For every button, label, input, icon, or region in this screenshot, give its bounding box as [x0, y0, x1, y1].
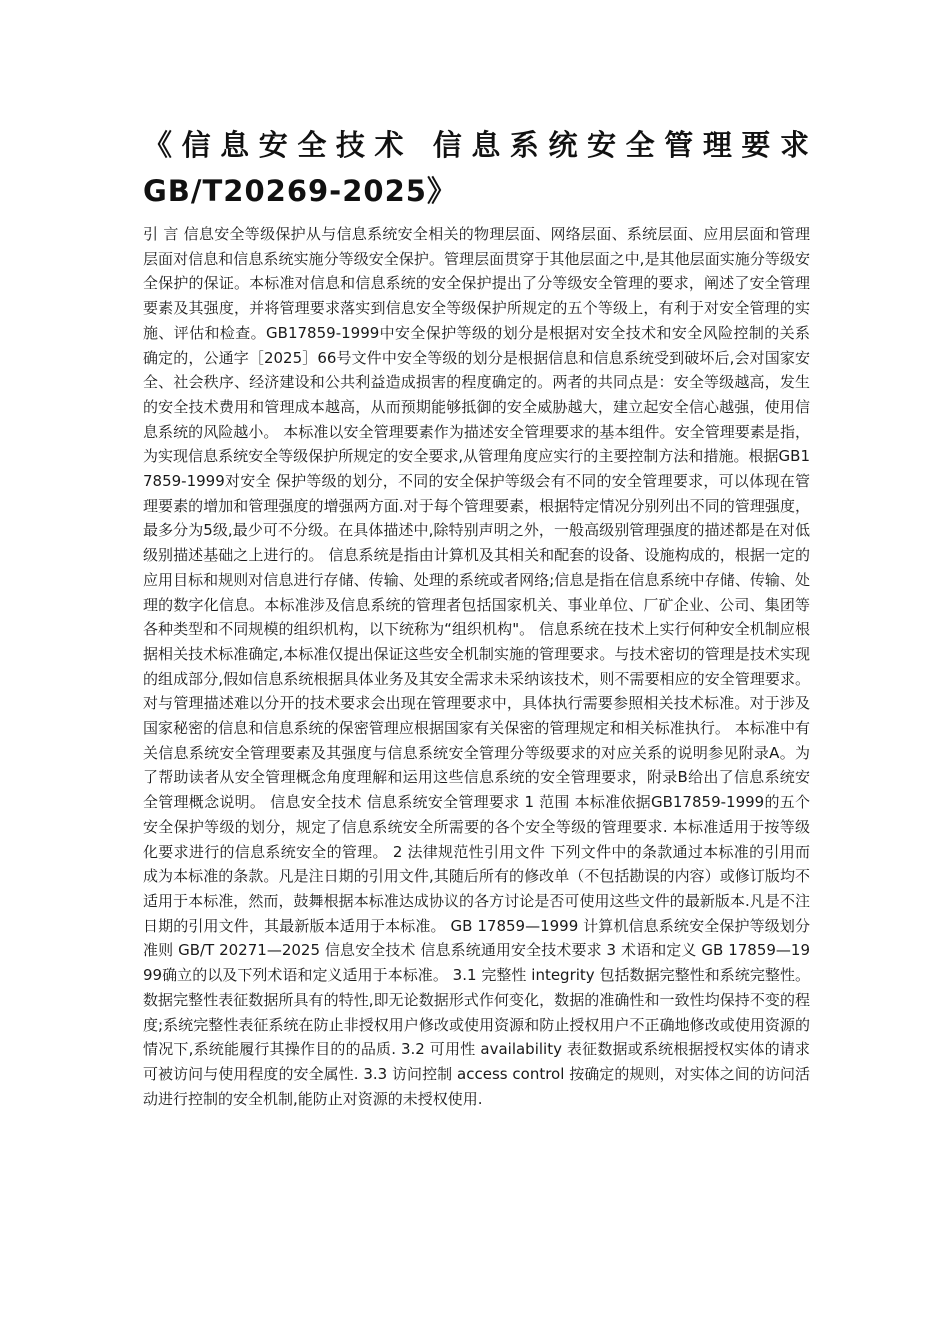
document-title: 《信息安全技术 信息系统安全管理要求GB/T20269-2025》 [143, 128, 810, 208]
document-body: 引 言 信息安全等级保护从与信息系统安全相关的物理层面、网络层面、系统层面、应用层面和管理层面对信息和信息系统实施分等级安全保护。管理层面贯穿于其他层面之中,是其他层面实施分等级安全保护的保证。本标准对信息和信息系统的安全保护提出了分等级安全管理的要求，阐述了安全管理要素及其强度，并将管理要求落实到信息安全等级保护所规定的五个等级上，有利于对安全管理的实施、评估和检查。GB17859-1999中安全保护等级的划分是根据对安全技术和安全风险控制的关系确定的，公通字［2025］66号文件中安全等级的划分是根据信息和信息系统受到破坏后,会对国家安全、社会秩序、经济建设和公共利益造成损害的程度确定的。两者的共同点是：安全等级越高，发生的安全技术费用和管理成本越高，从而预期能够抵御的安全威胁越大，建立起安全信心越强，使用信息系统的风险越小。 本标准以安全管理要素作为描述安全管理要求的基本组件。安全管理要素是指，为实现信息系统安全等级保护所规定的安全要求,从管理角度应实行的主要控制方法和措施。根据GB17859-1999对安全 保护等级的划分，不同的安全保护等级会有不同的安全管理要求，可以体现在管理要素的增加和管理强度的增强两方面.对于每个管理要素，根据特定情况分别列出不同的管理强度，最多分为5级,最少可不分级。在具体描述中,除特别声明之外，一般高级别管理强度的描述都是在对低级别描述基础之上进行的。 信息系统是指由计算机及其相关和配套的设备、设施构成的，根据一定的应用目标和规则对信息进行存储、传输、处理的系统或者网络;信息是指在信息系统中存储、传输、处理的数字化信息。本标准涉及信息系统的管理者包括国家机关、事业单位、厂矿企业、公司、集团等各种类型和不同规模的组织机构，以下统称为“组织机构"。 信息系统在技术上实行何种安全机制应根据相关技术标准确定,本标准仅提出保证这些安全机制实施的管理要求。与技术密切的管理是技术实现的组成部分,假如信息系统根据具体业务及其安全需求未采纳该技术，则不需要相应的安全管理要求。对与管理描述难以分开的技术要求会出现在管理要求中，具体执行需要参照相关技术标准。对于涉及国家秘密的信息和信息系统的保密管理应根据国家有关保密的管理规定和相关标准执行。 本标准中有关信息系统安全管理要素及其强度与信息系统安全管理分等级要求的对应关系的说明参见附录A。为了帮助读者从安全管理概念角度理解和运用这些信息系统的安全管理要求，附录B给出了信息系统安全管理概念说明。 信息安全技术 信息系统安全管理要求 1 范围 本标准依据GB17859-1999的五个安全保护等级的划分，规定了信息系统安全所需要的各个安全等级的管理要求. 本标准适用于按等级化要求进行的信息系统安全的管理。 2 法律规范性引用文件 下列文件中的条款通过本标准的引用而成为本标准的条款。凡是注日期的引用文件,其随后所有的修改单（不包括勘误的内容）或修订版均不适用于本标准，然而，鼓舞根据本标准达成协议的各方讨论是否可使用这些文件的最新版本.凡是不注日期的引用文件，其最新版本适用于本标准。 GB 17859—1999 计算机信息系统安全保护等级划分准则 GB/T 20271—2025 信息安全技术 信息系统通用安全技术要求 3 术语和定义 GB 17859—1999确立的以及下列术语和定义适用于本标准。 3.1 完整性 integrity 包括数据完整性和系统完整性。数据完整性表征数据所具有的特性,即无论数据形式作何变化，数据的准确性和一致性均保持不变的程度;系统完整性表征系统在防止非授权用户修改或使用资源和防止授权用户不正确地修改或使用资源的情况下,系统能履行其操作目的的品质. 3.2 可用性 availability 表征数据或系统根据授权实体的请求可被访问与使用程度的安全属性. 3.3 访问控制 access control 按确定的规则，对实体之间的访问活动进行控制的安全机制,能防止对资源的未授权使用. [143, 225, 810, 1108]
document-page [143, 122, 810, 1111]
